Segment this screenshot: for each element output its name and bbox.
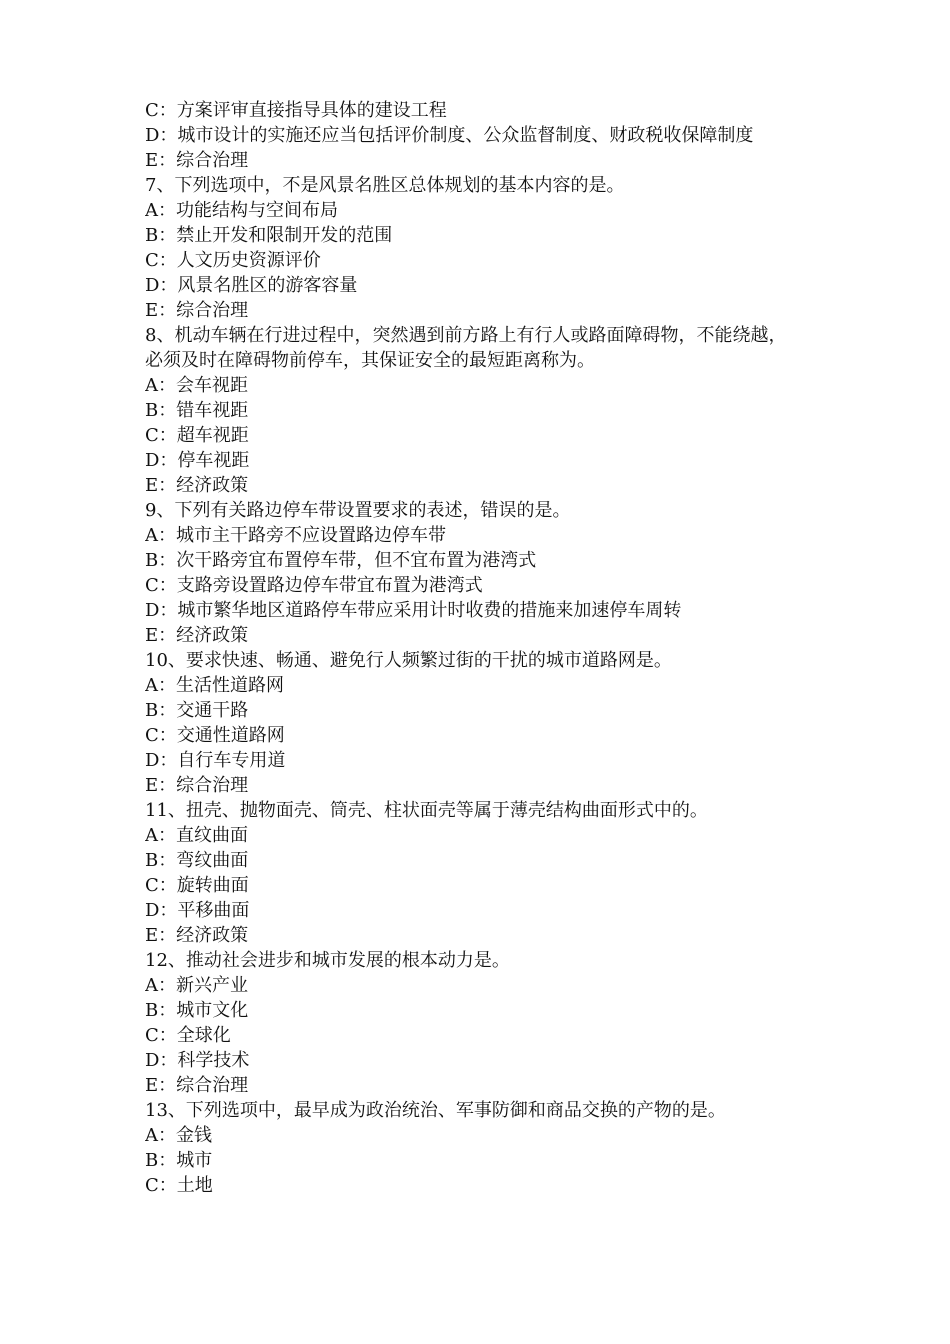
text-line: A：会车视距 <box>145 375 248 396</box>
text-line: B：城市文化 <box>145 1000 249 1021</box>
text-line: B：弯纹曲面 <box>145 850 249 871</box>
text-line: E：综合治理 <box>145 300 249 321</box>
text-line: D：停车视距 <box>145 450 250 471</box>
text-line: E：综合治理 <box>145 1075 249 1096</box>
text-line: 8、机动车辆在行进过程中，突然遇到前方路上有行人或路面障碍物，不能绕越， <box>145 325 787 346</box>
text-line: C：旋转曲面 <box>145 875 249 896</box>
text-line: E：经济政策 <box>145 475 249 496</box>
text-line: B：交通干路 <box>145 700 249 721</box>
text-line: A：城市主干路旁不应设置路边停车带 <box>145 525 446 546</box>
text-line: 7、下列选项中，不是风景名胜区总体规划的基本内容的是。 <box>145 175 625 196</box>
text-line: 10、要求快速、畅通、避免行人频繁过街的干扰的城市道路网是。 <box>145 650 672 671</box>
text-line: B：城市 <box>145 1150 213 1171</box>
text-line: E：经济政策 <box>145 925 249 946</box>
text-line: C：交通性道路网 <box>145 725 285 746</box>
text-line: E：综合治理 <box>145 775 249 796</box>
text-line: A：金钱 <box>145 1125 212 1146</box>
text-line: A：功能结构与空间布局 <box>145 200 338 221</box>
text-line: D：城市设计的实施还应当包括评价制度、公众监督制度、财政税收保障制度 <box>145 125 754 146</box>
text-line: C：超车视距 <box>145 425 249 446</box>
text-line: D：风景名胜区的游客容量 <box>145 275 358 296</box>
text-line: C：全球化 <box>145 1025 231 1046</box>
text-line: 12、推动社会进步和城市发展的根本动力是。 <box>145 950 510 971</box>
text-line: D：自行车专用道 <box>145 750 286 771</box>
text-line: 13、下列选项中，最早成为政治统治、军事防御和商品交换的产物的是。 <box>145 1100 726 1121</box>
text-line: A：生活性道路网 <box>145 675 284 696</box>
text-line: C：土地 <box>145 1175 213 1196</box>
text-line: E：综合治理 <box>145 150 249 171</box>
text-line: D：城市繁华地区道路停车带应采用计时收费的措施来加速停车周转 <box>145 600 682 621</box>
text-line: C：人文历史资源评价 <box>145 250 321 271</box>
text-line: D：平移曲面 <box>145 900 250 921</box>
text-line: B：禁止开发和限制开发的范围 <box>145 225 393 246</box>
text-line: 必须及时在障碍物前停车，其保证安全的最短距离称为。 <box>145 350 595 371</box>
text-line: 9、下列有关路边停车带设置要求的表述，错误的是。 <box>145 500 571 521</box>
text-line: E：经济政策 <box>145 625 249 646</box>
text-line: A：直纹曲面 <box>145 825 248 846</box>
text-line: A：新兴产业 <box>145 975 248 996</box>
text-line: B：错车视距 <box>145 400 249 421</box>
text-line: D：科学技术 <box>145 1050 250 1071</box>
text-line: C：支路旁设置路边停车带宜布置为港湾式 <box>145 575 483 596</box>
document-page <box>145 98 825 1198</box>
text-line: 11、扭壳、抛物面壳、筒壳、柱状面壳等属于薄壳结构曲面形式中的。 <box>145 800 708 821</box>
text-line: B：次干路旁宜布置停车带，但不宜布置为港湾式 <box>145 550 537 571</box>
text-line: C：方案评审直接指导具体的建设工程 <box>145 100 447 121</box>
